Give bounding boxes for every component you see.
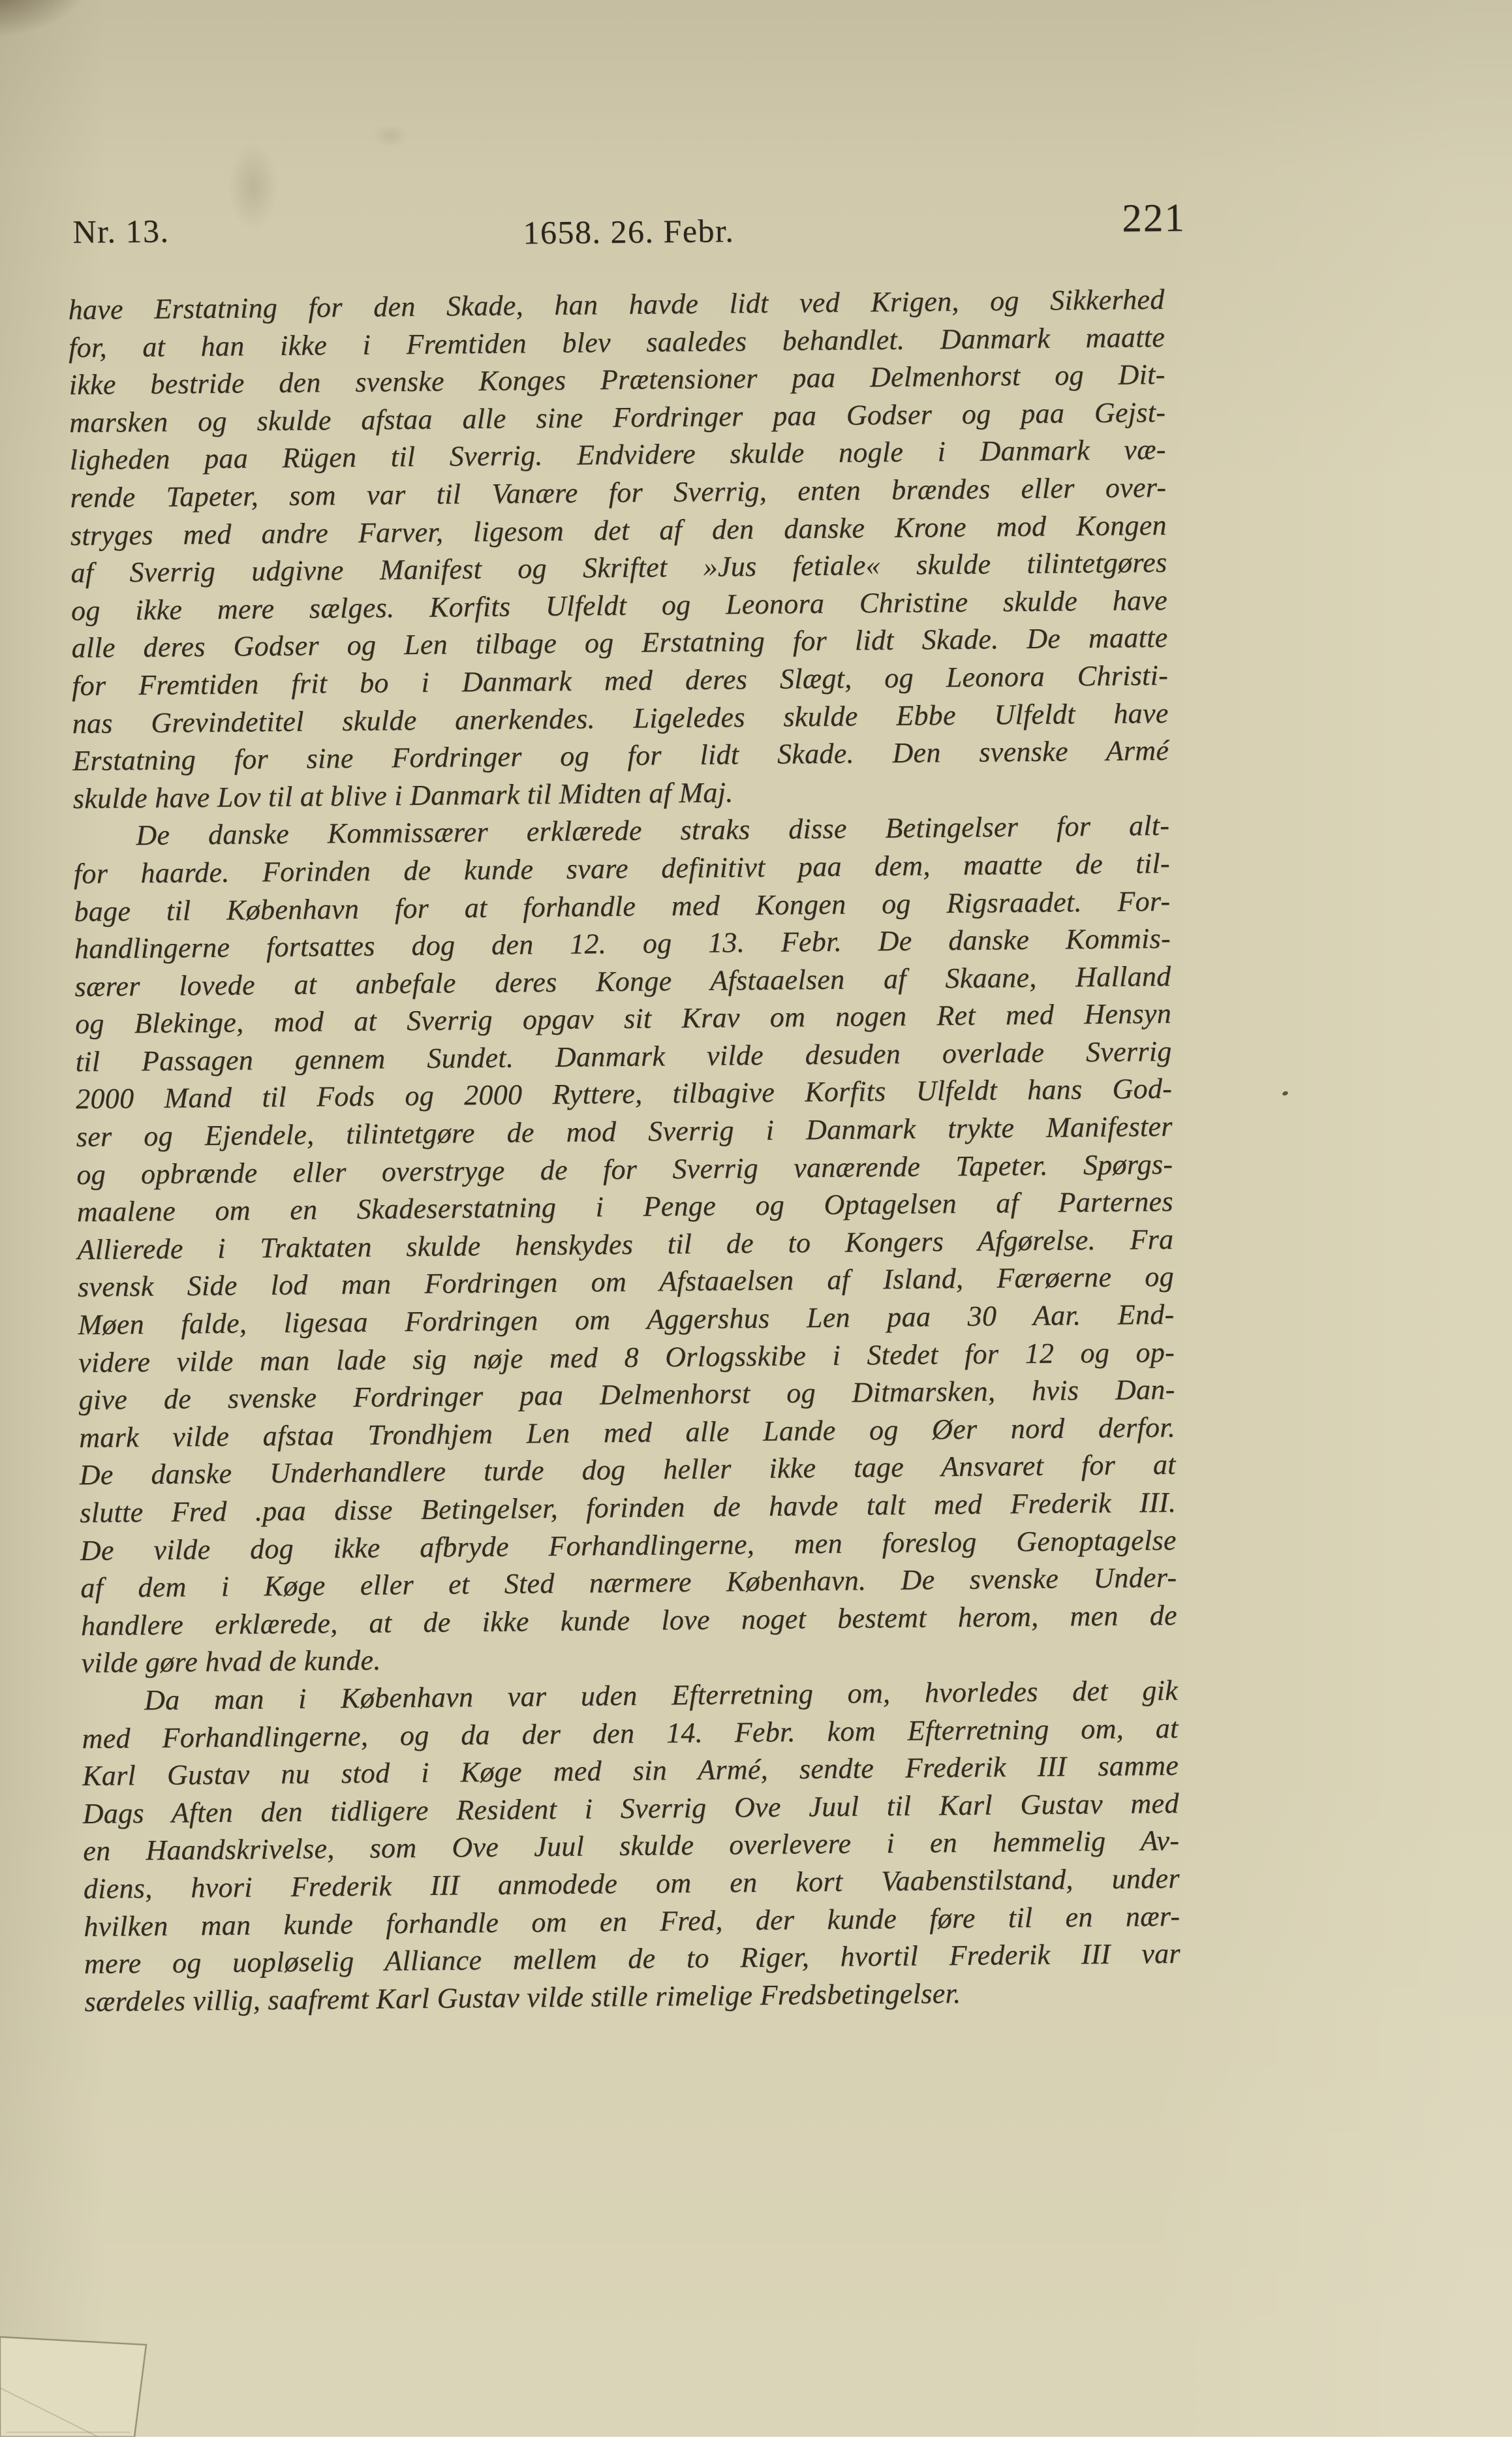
text-line: for Fremtiden frit bo i Danmark med deres Slægt, og Leonora Christi-: [71, 659, 1169, 702]
text-line: særdeles villig, saafremt Karl Gustav vilde stille rimelige Fredsbetingelser.: [84, 1977, 961, 2018]
text-line: handlere erklærede, at de ikke kunde love noget bestemt herom, men de: [80, 1599, 1178, 1642]
text-line: for, at han ikke i Fremtiden blev saaledes behandlet. Danmark maatte: [68, 321, 1165, 364]
text-line: skulde have Lov til at blive i Danmark til Midten af Maj.: [72, 776, 733, 815]
document-date: 1658. 26. Febr.: [523, 212, 735, 251]
text-line: marsken og skulde afstaa alle sine Fordringer paa Godser og paa Gejst-: [69, 396, 1166, 439]
text-line: Allierede i Traktaten skulde henskydes til de to Kongers Afgørelse. Fra: [77, 1223, 1174, 1266]
text-line: 2000 Mand til Fods og 2000 Ryttere, tilbagive Korfits Ulfeldt hans God-: [75, 1073, 1173, 1116]
text-line: De danske Underhandlere turde dog heller ikke tage Ansvaret for at: [79, 1449, 1176, 1492]
text-line: Erstatning for sine Fordringer og for lidt Skade. Den svenske Armé: [72, 734, 1169, 777]
text-line: til Passagen gennem Sundet. Danmark vilde desuden overlade Sverrig: [75, 1035, 1172, 1078]
ink-speck: [720, 373, 723, 375]
text-line: med Forhandlingerne, og da der den 14. Febr. kom Efterretning om, at: [82, 1712, 1179, 1755]
text-line: Karl Gustav nu stod i Køge med sin Armé, sendte Frederik III samme: [82, 1749, 1179, 1793]
text-line: stryges med andre Farver, ligesom det af den danske Krone mod Kongen: [70, 509, 1167, 552]
text-line: give de svenske Fordringer paa Delmenhorst og Ditmarsken, hvis Dan-: [78, 1373, 1175, 1417]
text-line: have Erstatning for den Skade, han havde lidt ved Krigen, og Sikkerhed: [68, 283, 1165, 326]
paper-patch: [0, 2323, 170, 2437]
text-line: vilde gøre hvad de kunde.: [81, 1644, 381, 1680]
paper-patch-shape: [0, 2337, 146, 2437]
text-line: en Haandskrivelse, som Ove Juul skulde overlevere i en hemmelig Av-: [83, 1825, 1180, 1868]
text-line: handlingerne fortsattes dog den 12. og 13. Febr. De danske Kommis-: [74, 922, 1171, 965]
text-line: ikke bestride den svenske Konges Prætensioner paa Delmenhorst og Dit-: [69, 358, 1165, 401]
page-number: 221: [1122, 196, 1186, 241]
text-line: rende Tapeter, som var til Vanære for Sverrig, enten brændes eller over-: [70, 471, 1167, 514]
text-line: nas Grevindetitel skulde anerkendes. Ligeledes skulde Ebbe Ulfeldt have: [72, 697, 1169, 740]
text-line: og opbrænde eller overstryge de for Sverrig vanærende Tapeter. Spørgs-: [76, 1148, 1173, 1191]
text-line: af Sverrig udgivne Manifest og Skriftet »Jus fetiale« skulde tilintetgøres: [70, 546, 1167, 589]
text-line: De vilde dog ikke afbryde Forhandlingerne, men foreslog Genoptagelse: [80, 1524, 1177, 1567]
text-line: for haarde. Forinden de kunde svare definitivt paa dem, maatte de til-: [73, 847, 1171, 890]
body-text: [68, 281, 1180, 2020]
text-line: ligheden paa Rügen til Sverrig. Endvidere skulde nogle i Danmark væ-: [69, 433, 1166, 477]
text-line: videre vilde man lade sig nøje med 8 Orlogsskibe i Stedet for 12 og op-: [78, 1336, 1175, 1379]
text-line: De danske Kommissærer erklærede straks disse Betingelser for alt-: [136, 809, 1170, 852]
text-line: maalene om en Skadeserstatning i Penge og Optagelsen af Parternes: [76, 1185, 1174, 1229]
text-line: Dags Aften den tidligere Resident i Sverrig Ove Juul til Karl Gustav med: [82, 1787, 1179, 1830]
text-line: og ikke mere sælges. Korfits Ulfeldt og Leonora Christine skulde have: [70, 584, 1168, 627]
text-line: ser og Ejendele, tilintetgøre de mod Sverrig i Danmark trykte Manifester: [76, 1110, 1173, 1153]
text-line: Møen falde, ligesaa Fordringen om Aggershus Len paa 30 Aar. End-: [78, 1298, 1175, 1341]
text-line: af dem i Køge eller et Sted nærmere København. De svenske Under-: [80, 1561, 1177, 1605]
text-line: særer lovede at anbefale deres Konge Afstaaelsen af Skaane, Halland: [74, 960, 1171, 1003]
text-line: svensk Side lod man Fordringen om Afstaaelsen af Island, Færøerne og: [77, 1261, 1175, 1304]
text-line: hvilken man kunde forhandle om en Fred, der kunde føre til en nær-: [84, 1900, 1180, 1943]
text-line: slutte Fred .paa disse Betingelser, forinden de havde talt med Frederik III.: [80, 1486, 1177, 1529]
text-line: og Blekinge, mod at Sverrig opgav sit Krav om nogen Ret med Hensyn: [74, 997, 1172, 1041]
document-number: Nr. 13.: [72, 212, 170, 250]
text-line: Da man i København var uden Efterretning om, hvorledes det gik: [144, 1674, 1179, 1717]
text-line: mark vilde afstaa Trondhjem Len med alle Lande og Øer nord derfor.: [78, 1411, 1176, 1454]
text-line: diens, hvori Frederik III anmodede om en kort Vaabenstilstand, under: [83, 1862, 1180, 1905]
text-line: alle deres Godser og Len tilbage og Erstatning for lidt Skade. De maatte: [71, 621, 1168, 665]
text-line: mere og uopløselig Alliance mellem de to Riger, hvortil Frederik III var: [84, 1937, 1181, 1981]
text-line: bage til København for at forhandle med Kongen og Rigsraadet. For-: [74, 885, 1171, 928]
